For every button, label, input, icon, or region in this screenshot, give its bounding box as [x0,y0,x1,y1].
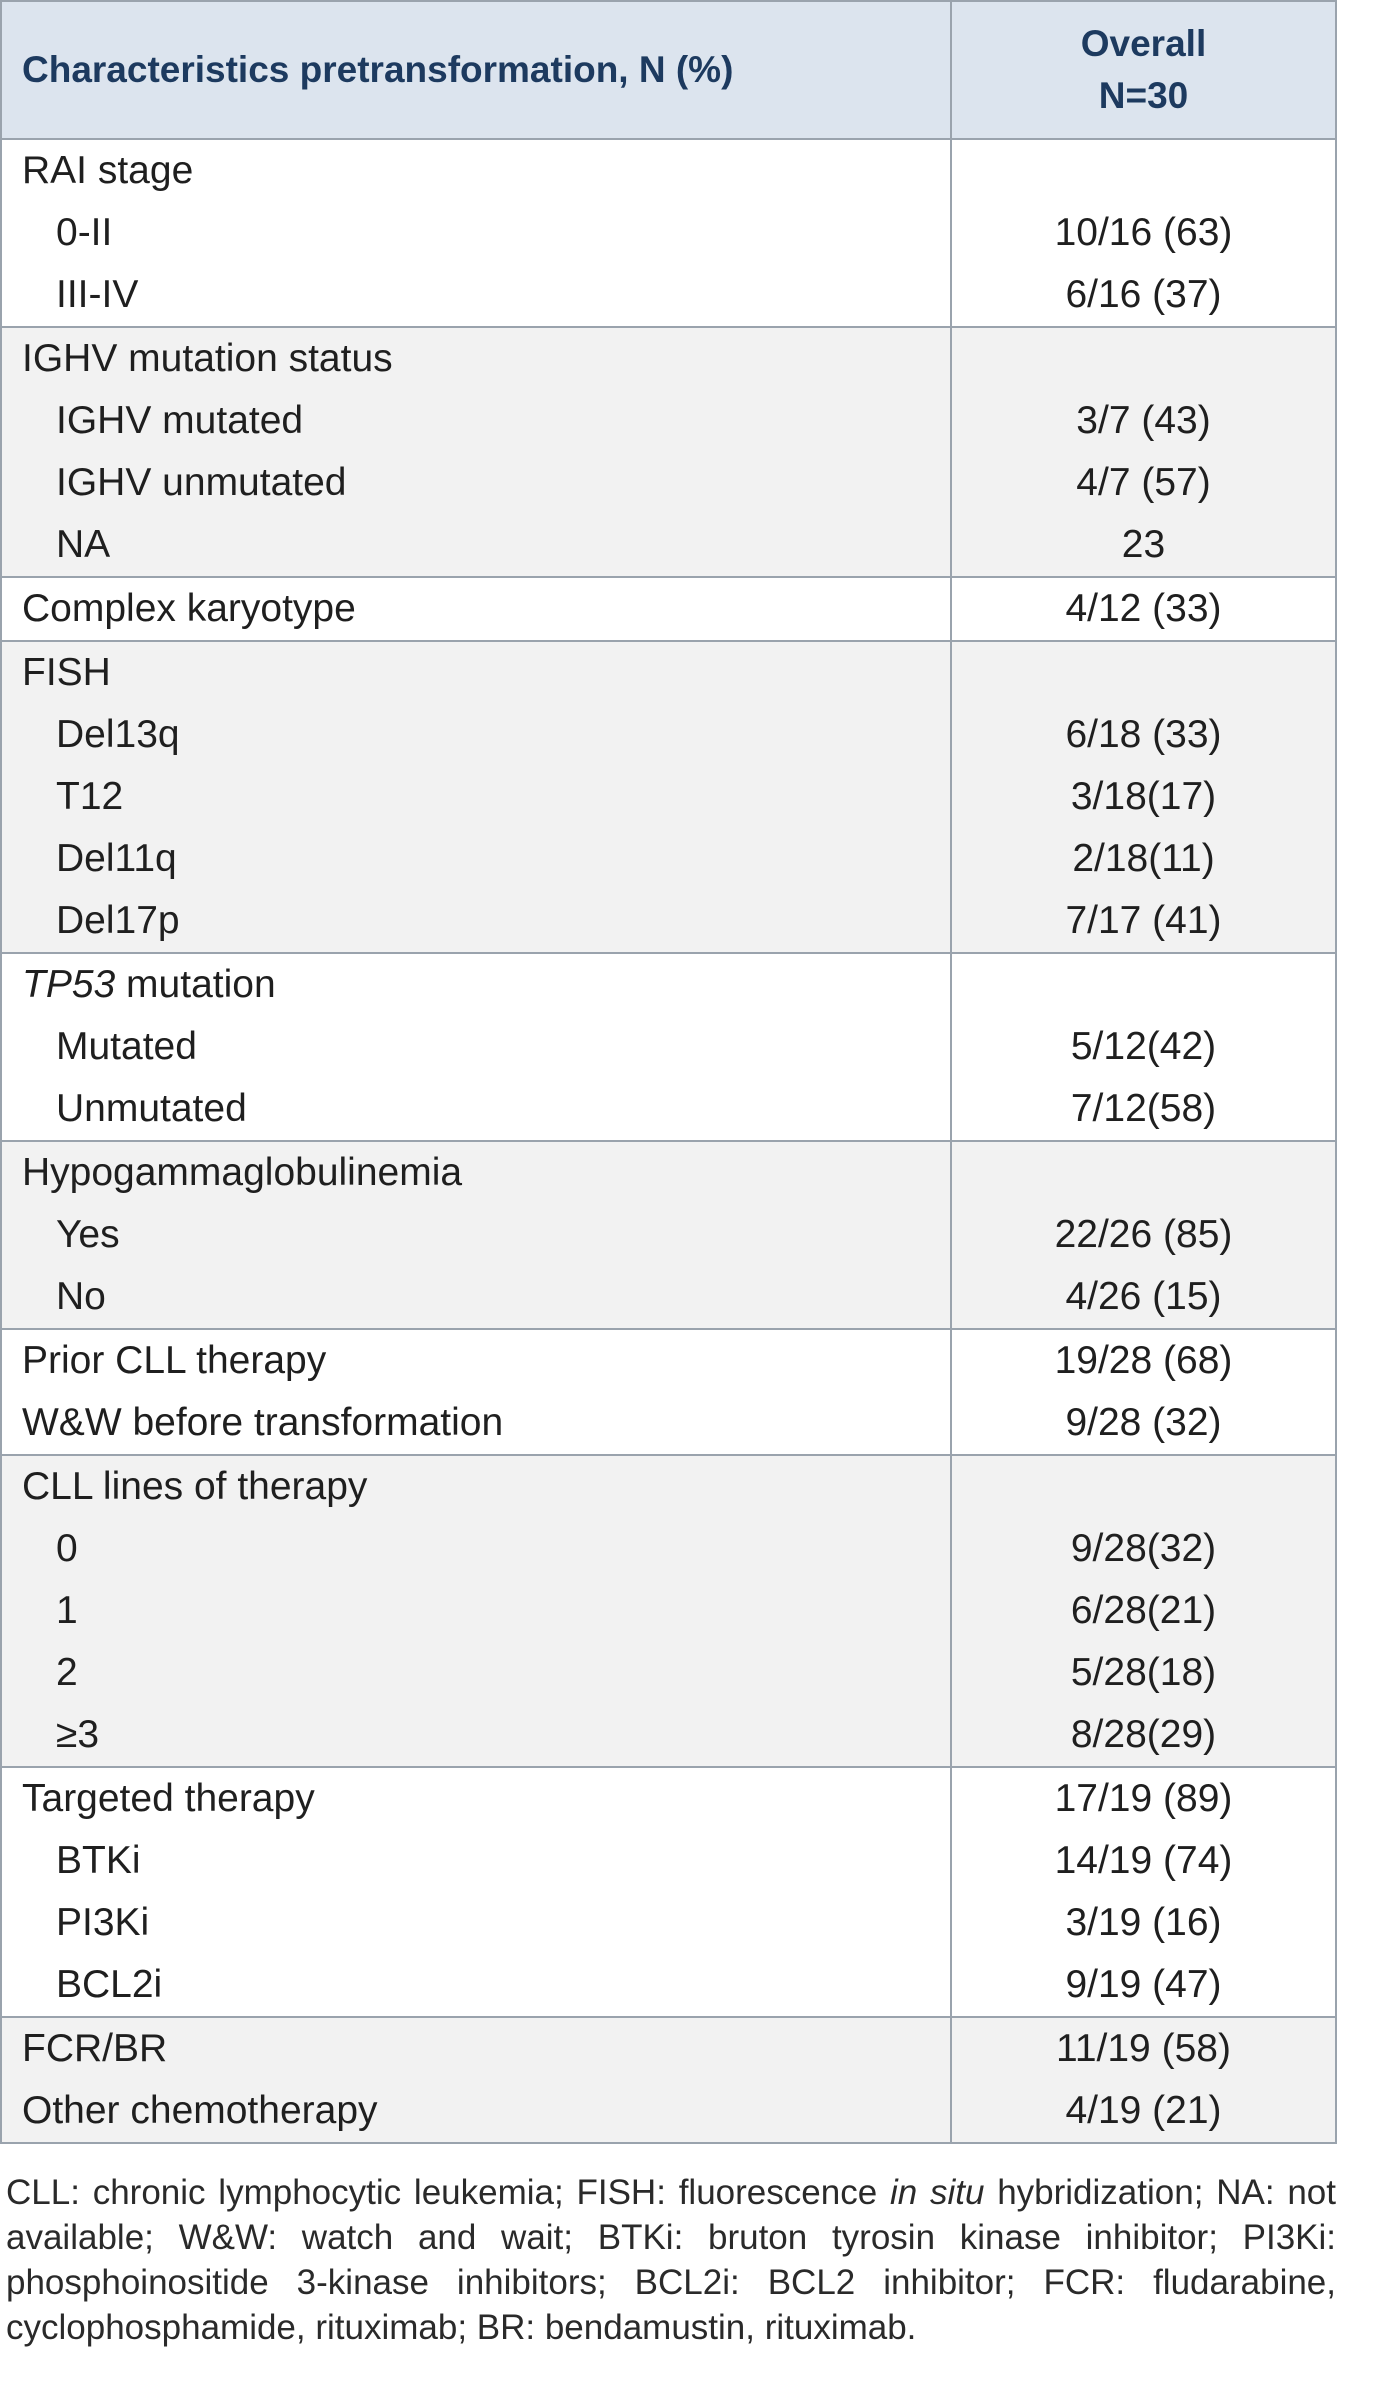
row-value: 4/26 (15) [951,1266,1336,1329]
row-label [1,1141,951,1204]
row-label [1,202,951,264]
row-label-text: Del11q [56,837,177,880]
row-label-text: Other chemotherapy [22,2089,378,2132]
row-label [1,327,951,390]
row-label-text: Targeted therapy [22,1777,315,1820]
row-value: 14/19 (74) [951,1830,1336,1892]
row-value: 6/28(21) [951,1580,1336,1642]
table-footnote [6,2170,1336,2350]
row-label [1,1704,951,1767]
table-row [1,1016,1336,1078]
row-value: 3/7 (43) [951,390,1336,452]
table-row [1,390,1336,452]
row-label [1,1518,951,1580]
row-label [1,139,951,202]
row-value: 7/17 (41) [951,890,1336,953]
table-row [1,452,1336,514]
row-label-text: 0 [56,1527,78,1570]
row-label [1,641,951,704]
row-label [1,390,951,452]
row-label [1,1392,951,1455]
table-row [1,1518,1336,1580]
row-label-text: IGHV mutation status [22,337,393,380]
row-label [1,1580,951,1642]
row-label [1,514,951,577]
row-label-text: Complex karyotype [22,587,356,630]
table-group [1,2017,1336,2143]
table-row [1,953,1336,1016]
footnote-text-2: hybridization; NA: not available; W&W: watch and wait; BTKi: bruton tyrosin kinase inhibitor; PI3Ki: phosphoinositide 3-kinase inhibitors; BCL2i: BCL2 inhibitor; FCR: fludarabine, cyclophosphamide, rituximab; BR: bendamustin, rituximab. [6,2173,1336,2347]
row-value: 9/28 (32) [951,1392,1336,1455]
table-row [1,1580,1336,1642]
row-value: 9/19 (47) [951,1954,1336,2017]
table-row [1,890,1336,953]
row-label [1,890,951,953]
row-value [951,641,1336,704]
row-label-text: FISH [22,651,111,694]
row-label [1,2017,951,2080]
row-label-text: RAI stage [22,149,194,192]
row-value: 3/19 (16) [951,1892,1336,1954]
table-row [1,766,1336,828]
row-value [951,139,1336,202]
row-label [1,1204,951,1266]
row-value: 8/28(29) [951,1704,1336,1767]
table-row [1,1892,1336,1954]
row-label [1,1642,951,1704]
footnote-italic-in-situ: in situ [889,2173,985,2212]
row-label-text: CLL lines of therapy [22,1465,368,1508]
row-label [1,1266,951,1329]
table-group [1,1455,1336,1767]
row-value: 9/28(32) [951,1518,1336,1580]
row-label [1,577,951,641]
row-label-text: IGHV mutated [56,399,304,442]
row-label [1,1892,951,1954]
row-value: 11/19 (58) [951,2017,1336,2080]
row-value [951,1141,1336,1204]
table-row [1,1392,1336,1455]
row-label [1,1830,951,1892]
table-row [1,1204,1336,1266]
row-value: 19/28 (68) [951,1329,1336,1392]
row-value: 5/12(42) [951,1016,1336,1078]
row-label-text: Del13q [56,713,180,756]
row-value [951,1455,1336,1518]
table-row [1,2017,1336,2080]
table-row [1,1455,1336,1518]
table-row [1,704,1336,766]
row-label-text: NA [56,523,111,566]
row-label-italic: TP53 [22,963,116,1006]
row-label [1,953,951,1016]
row-value [951,327,1336,390]
header-characteristics: Characteristics pretransformation, N (%) [1,1,951,139]
row-label [1,1767,951,1830]
table-group [1,1141,1336,1329]
row-label-text: PI3Ki [56,1901,150,1944]
table-row [1,1266,1336,1329]
header-overall-n: N=30 [1098,75,1189,116]
header-overall-label: Overall [1080,23,1207,64]
table-row [1,2080,1336,2143]
row-value: 10/16 (63) [951,202,1336,264]
row-label-text: FCR/BR [22,2027,168,2070]
row-label-text: mutation [115,963,276,1006]
row-value: 2/18(11) [951,828,1336,890]
row-label-text: BTKi [56,1839,141,1882]
table-row [1,1642,1336,1704]
row-label-text: Yes [56,1213,120,1256]
row-value: 6/16 (37) [951,264,1336,327]
header-overall [951,1,1336,139]
table-group [1,953,1336,1141]
row-label-text: Del17p [56,899,180,942]
table-group [1,641,1336,953]
table-row [1,577,1336,641]
row-label-text: 1 [56,1589,78,1632]
table-group [1,1329,1336,1455]
table-row [1,1704,1336,1767]
table-group [1,327,1336,577]
row-value: 22/26 (85) [951,1204,1336,1266]
row-label-text: Prior CLL therapy [22,1339,327,1382]
row-label [1,452,951,514]
table-row [1,264,1336,327]
row-value: 17/19 (89) [951,1767,1336,1830]
row-label [1,766,951,828]
row-value: 3/18(17) [951,766,1336,828]
row-label-text: Hypogammaglobulinemia [22,1151,463,1194]
row-label [1,1954,951,2017]
footnote-text-1: CLL: chronic lymphocytic leukemia; FISH: fluorescence [6,2173,890,2212]
table-row [1,202,1336,264]
row-value: 5/28(18) [951,1642,1336,1704]
table-group [1,577,1336,641]
table-row [1,139,1336,202]
row-label-text: 2 [56,1651,78,1694]
table-row [1,1078,1336,1141]
row-label [1,704,951,766]
row-label [1,2080,951,2143]
row-label-text: Mutated [56,1025,197,1068]
table-row [1,828,1336,890]
row-label-text: Unmutated [56,1087,247,1130]
table-row [1,1954,1336,2017]
table-row [1,1141,1336,1204]
table-row [1,1329,1336,1392]
row-label [1,1016,951,1078]
row-value: 4/7 (57) [951,452,1336,514]
row-label-text: ≥3 [56,1713,100,1756]
row-label [1,828,951,890]
row-value: 7/12(58) [951,1078,1336,1141]
row-label-text: BCL2i [56,1963,163,2006]
row-value: 6/18 (33) [951,704,1336,766]
table-group [1,139,1336,327]
table-header-row [1,1,1336,139]
row-label-text: IGHV unmutated [56,461,347,504]
row-label [1,264,951,327]
table-row [1,641,1336,704]
table-row [1,514,1336,577]
row-label [1,1329,951,1392]
row-label-text: W&W before transformation [22,1401,504,1444]
row-value: 4/19 (21) [951,2080,1336,2143]
row-label [1,1455,951,1518]
row-label-text: III-IV [56,273,139,316]
row-label-text: 0-II [56,211,113,254]
table-row [1,1767,1336,1830]
row-value: 23 [951,514,1336,577]
row-label-text: T12 [56,775,124,818]
table-row [1,327,1336,390]
row-label [1,1078,951,1141]
row-value: 4/12 (33) [951,577,1336,641]
row-label-text: No [56,1275,106,1318]
table-group [1,1767,1336,2017]
table-row [1,1830,1336,1892]
row-value [951,953,1336,1016]
